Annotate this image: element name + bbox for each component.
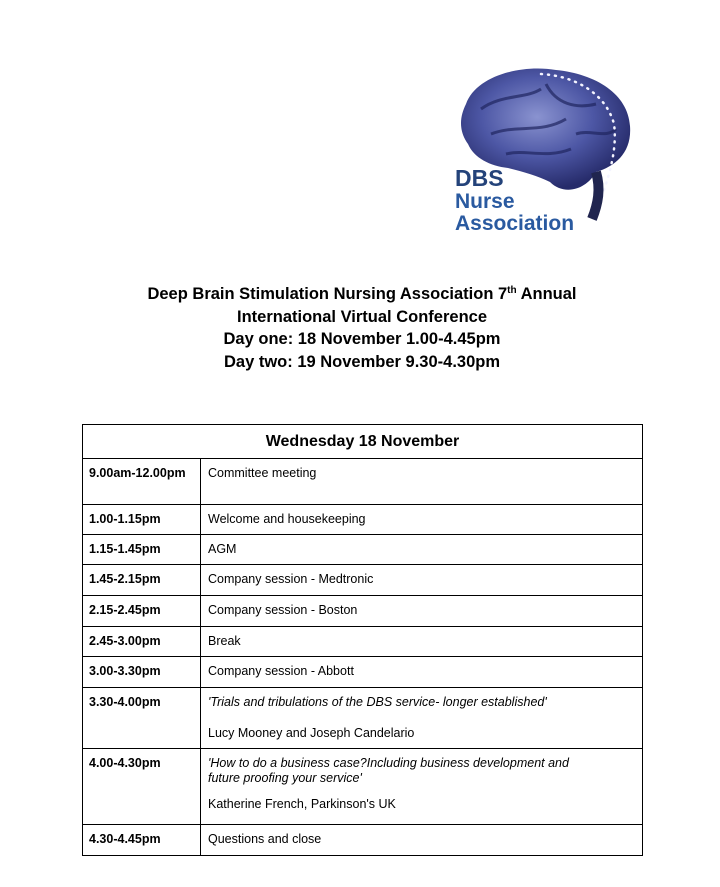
dbs-nurse-association-logo xyxy=(446,64,636,239)
row-description: Company session - Medtronic xyxy=(201,565,643,596)
row-description: Welcome and housekeeping xyxy=(201,505,643,535)
row-description: Committee meeting xyxy=(201,459,643,505)
row-description: Questions and close xyxy=(201,825,643,856)
row-time: 2.15-2.45pm xyxy=(83,596,201,627)
heading-line-1-suffix: Annual xyxy=(516,285,577,303)
row-time: 3.30-4.00pm xyxy=(83,688,201,749)
logo-wordmark xyxy=(455,167,574,235)
heading-superscript: th xyxy=(507,285,517,296)
row-time: 2.45-3.00pm xyxy=(83,627,201,657)
row-time: 3.00-3.30pm xyxy=(83,657,201,688)
row-time: 4.30-4.45pm xyxy=(83,825,201,856)
table-row xyxy=(83,505,643,535)
row-time: 1.15-1.45pm xyxy=(83,535,201,565)
table-row xyxy=(83,657,643,688)
row-description: Company session - Abbott xyxy=(201,657,643,688)
heading-line-3: Day one: 18 November 1.00-4.45pm xyxy=(223,330,501,348)
row-description xyxy=(201,688,643,749)
row-time: 1.45-2.15pm xyxy=(83,565,201,596)
conference-heading xyxy=(0,283,720,373)
heading-line-1-text: Deep Brain Stimulation Nursing Association 7 xyxy=(147,285,508,303)
table-row xyxy=(83,459,643,505)
table-row xyxy=(83,749,643,825)
heading-line-1 xyxy=(0,283,720,306)
talk-title-line-2: future proofing your service' xyxy=(208,770,362,785)
schedule-table xyxy=(82,424,643,856)
logo-line-nurse: Nurse xyxy=(455,190,515,213)
schedule-title-row xyxy=(83,425,643,459)
table-row xyxy=(83,688,643,749)
table-row xyxy=(83,565,643,596)
row-description xyxy=(201,749,643,825)
heading-line-2: International Virtual Conference xyxy=(237,307,487,326)
schedule-title: Wednesday 18 November xyxy=(83,425,643,459)
talk-title: 'Trials and tribulations of the DBS service- longer established' xyxy=(208,695,547,709)
table-row xyxy=(83,825,643,856)
talk-speaker: Katherine French, Parkinson's UK xyxy=(208,797,396,811)
table-row xyxy=(83,627,643,657)
talk-speaker: Lucy Mooney and Joseph Candelario xyxy=(208,725,415,740)
row-description: Company session - Boston xyxy=(201,596,643,627)
table-row xyxy=(83,596,643,627)
table-row xyxy=(83,535,643,565)
logo-line-association: Association xyxy=(455,212,575,235)
talk-title-line-1: 'How to do a business case?Including business development and xyxy=(208,756,569,770)
row-description: Break xyxy=(201,627,643,657)
row-description: AGM xyxy=(201,535,643,565)
row-time: 1.00-1.15pm xyxy=(83,505,201,535)
heading-line-4: Day two: 19 November 9.30-4.30pm xyxy=(223,352,501,371)
logo-line-dbs: DBS xyxy=(455,165,504,191)
row-time: 9.00am-12.00pm xyxy=(83,459,201,505)
row-time: 4.00-4.30pm xyxy=(83,749,201,825)
